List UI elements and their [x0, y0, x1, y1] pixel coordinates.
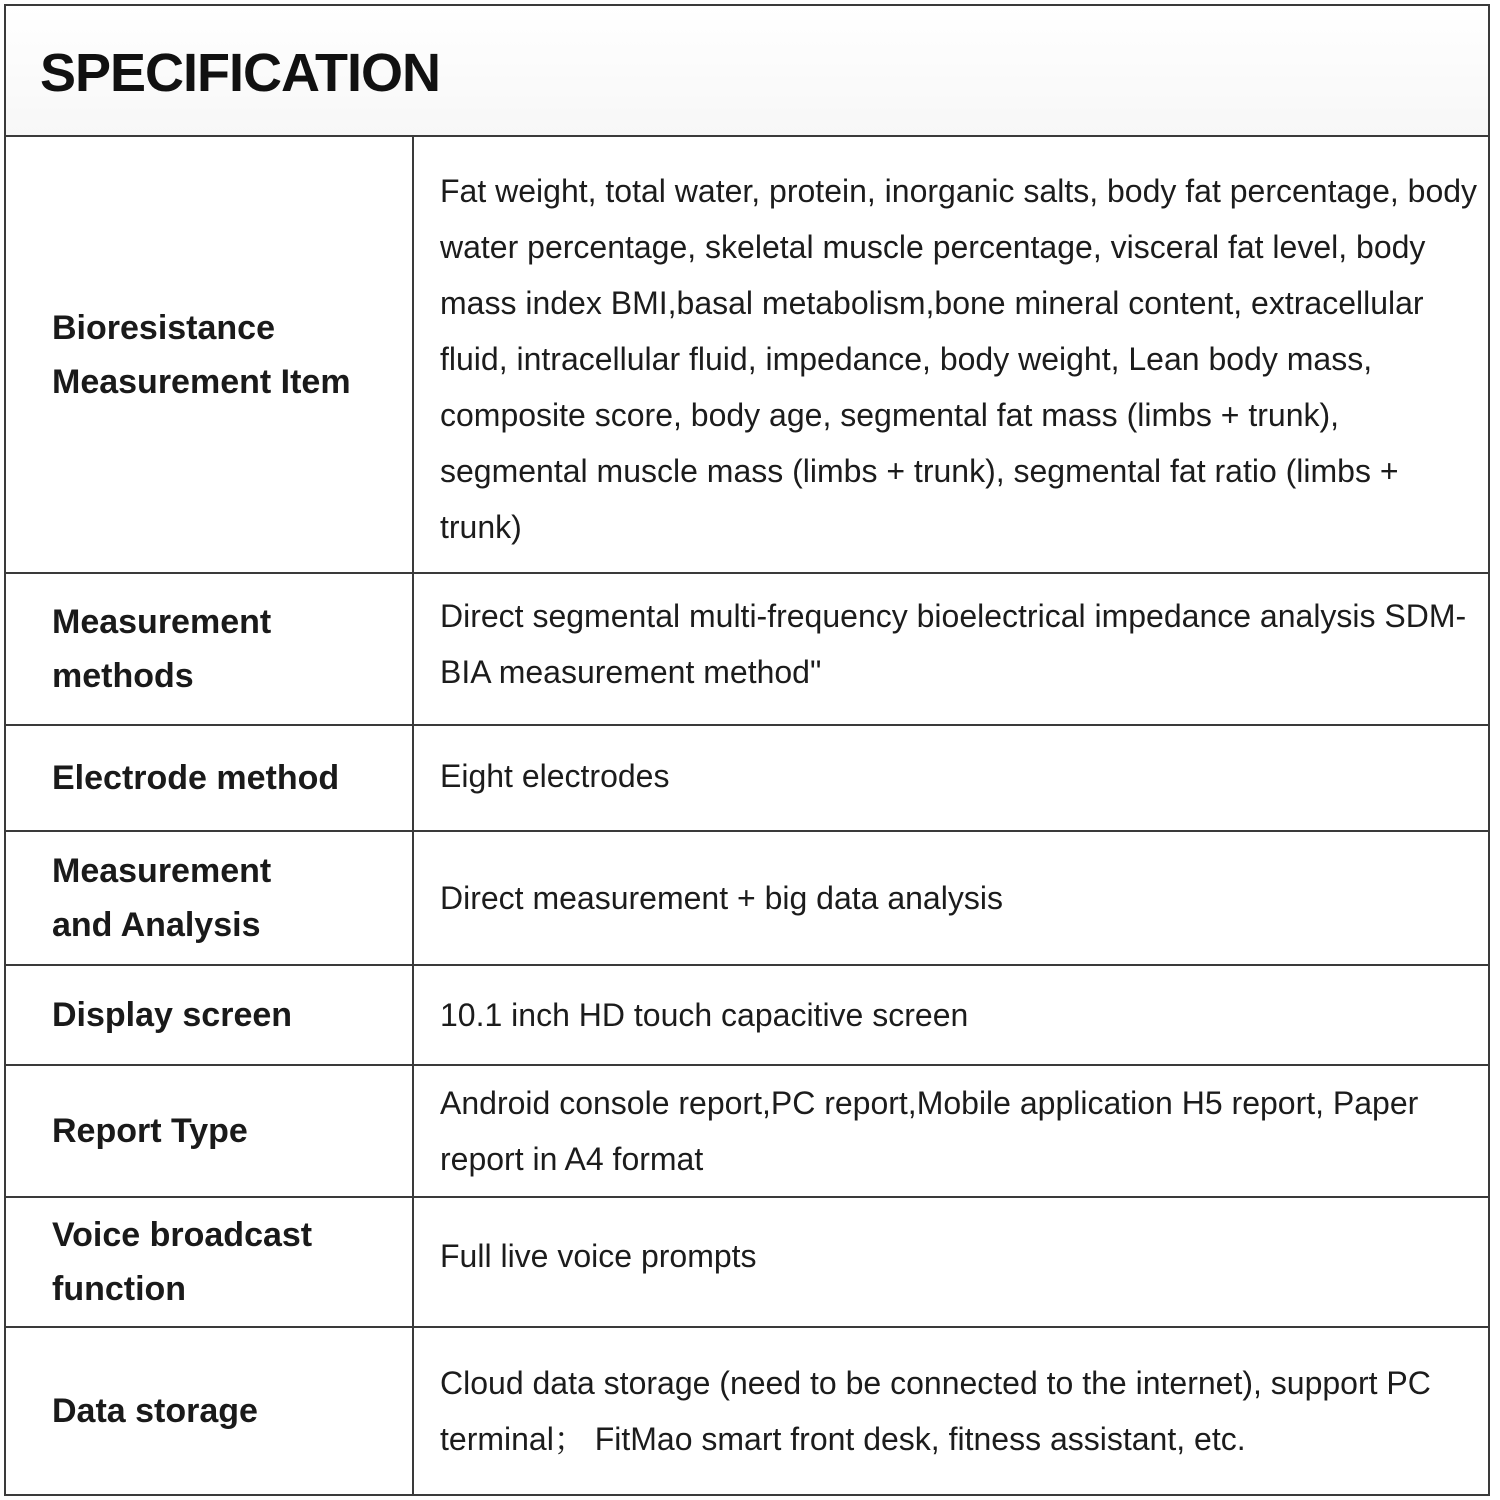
spec-label: Bioresistance Measurement Item	[52, 308, 351, 401]
spec-label-cell	[6, 137, 414, 572]
spec-value: Direct segmental multi-frequency bioelectrical impedance analysis SDM-BIA measurement method"	[440, 598, 1467, 690]
spec-label: Report Type	[52, 1112, 248, 1150]
specification-table	[4, 4, 1490, 1496]
spec-row-data-storage	[6, 1328, 1488, 1494]
page-title: SPECIFICATION	[40, 43, 441, 103]
spec-label: Display screen	[52, 996, 293, 1034]
spec-value: 10.1 inch HD touch capacitive screen	[440, 997, 969, 1033]
spec-label-cell	[6, 1066, 414, 1196]
spec-row-bioresistance	[6, 137, 1488, 574]
spec-label-cell	[6, 1328, 414, 1494]
spec-value-cell	[414, 726, 1488, 830]
spec-value: Eight electrodes	[440, 758, 670, 794]
spec-label: Measurement methods	[52, 603, 272, 695]
spec-value-cell	[414, 1066, 1488, 1196]
spec-label-cell	[6, 1198, 414, 1326]
spec-label: Data storage	[52, 1392, 258, 1430]
spec-value-cell	[414, 832, 1488, 964]
spec-value-cell	[414, 137, 1488, 572]
spec-value: Fat weight, total water, protein, inorganic salts, body fat percentage, body water percentage, skeletal muscle percentage, visceral fat level, body mass index BMI,basal metabolism,bone mineral content, extracellular fluid, intracellular fluid, impedance, body weight, Lean body mass, composite score, body age, segmental fat mass (limbs + trunk), segmental muscle mass (limbs + trunk), segmental fat ratio (limbs + trunk)	[440, 173, 1478, 545]
spec-row-measurement-analysis	[6, 832, 1488, 966]
spec-value: Full live voice prompts	[440, 1238, 757, 1274]
spec-label: Voice broadcast function	[52, 1216, 313, 1308]
spec-value-cell	[414, 1198, 1488, 1326]
spec-row-measurement-methods	[6, 574, 1488, 726]
spec-value-cell	[414, 574, 1488, 724]
spec-label-cell	[6, 832, 414, 964]
spec-row-display-screen	[6, 966, 1488, 1066]
spec-value: Direct measurement + big data analysis	[440, 880, 1003, 916]
spec-value-cell	[414, 966, 1488, 1064]
spec-label-cell	[6, 966, 414, 1064]
spec-label: Electrode method	[52, 759, 340, 797]
spec-value: Cloud data storage (need to be connected to the internet), support PC terminal； FitMao smart front desk, fitness assistant, etc.	[440, 1365, 1431, 1457]
spec-row-report-type	[6, 1066, 1488, 1198]
spec-value-cell	[414, 1328, 1488, 1494]
spec-label-cell	[6, 726, 414, 830]
spec-value: Android console report,PC report,Mobile application H5 report, Paper report in A4 format	[440, 1085, 1419, 1177]
spec-row-electrode-method	[6, 726, 1488, 832]
title-bar	[6, 6, 1488, 137]
spec-label: Measurement and Analysis	[52, 852, 272, 944]
spec-row-voice-broadcast	[6, 1198, 1488, 1328]
spec-label-cell	[6, 574, 414, 724]
